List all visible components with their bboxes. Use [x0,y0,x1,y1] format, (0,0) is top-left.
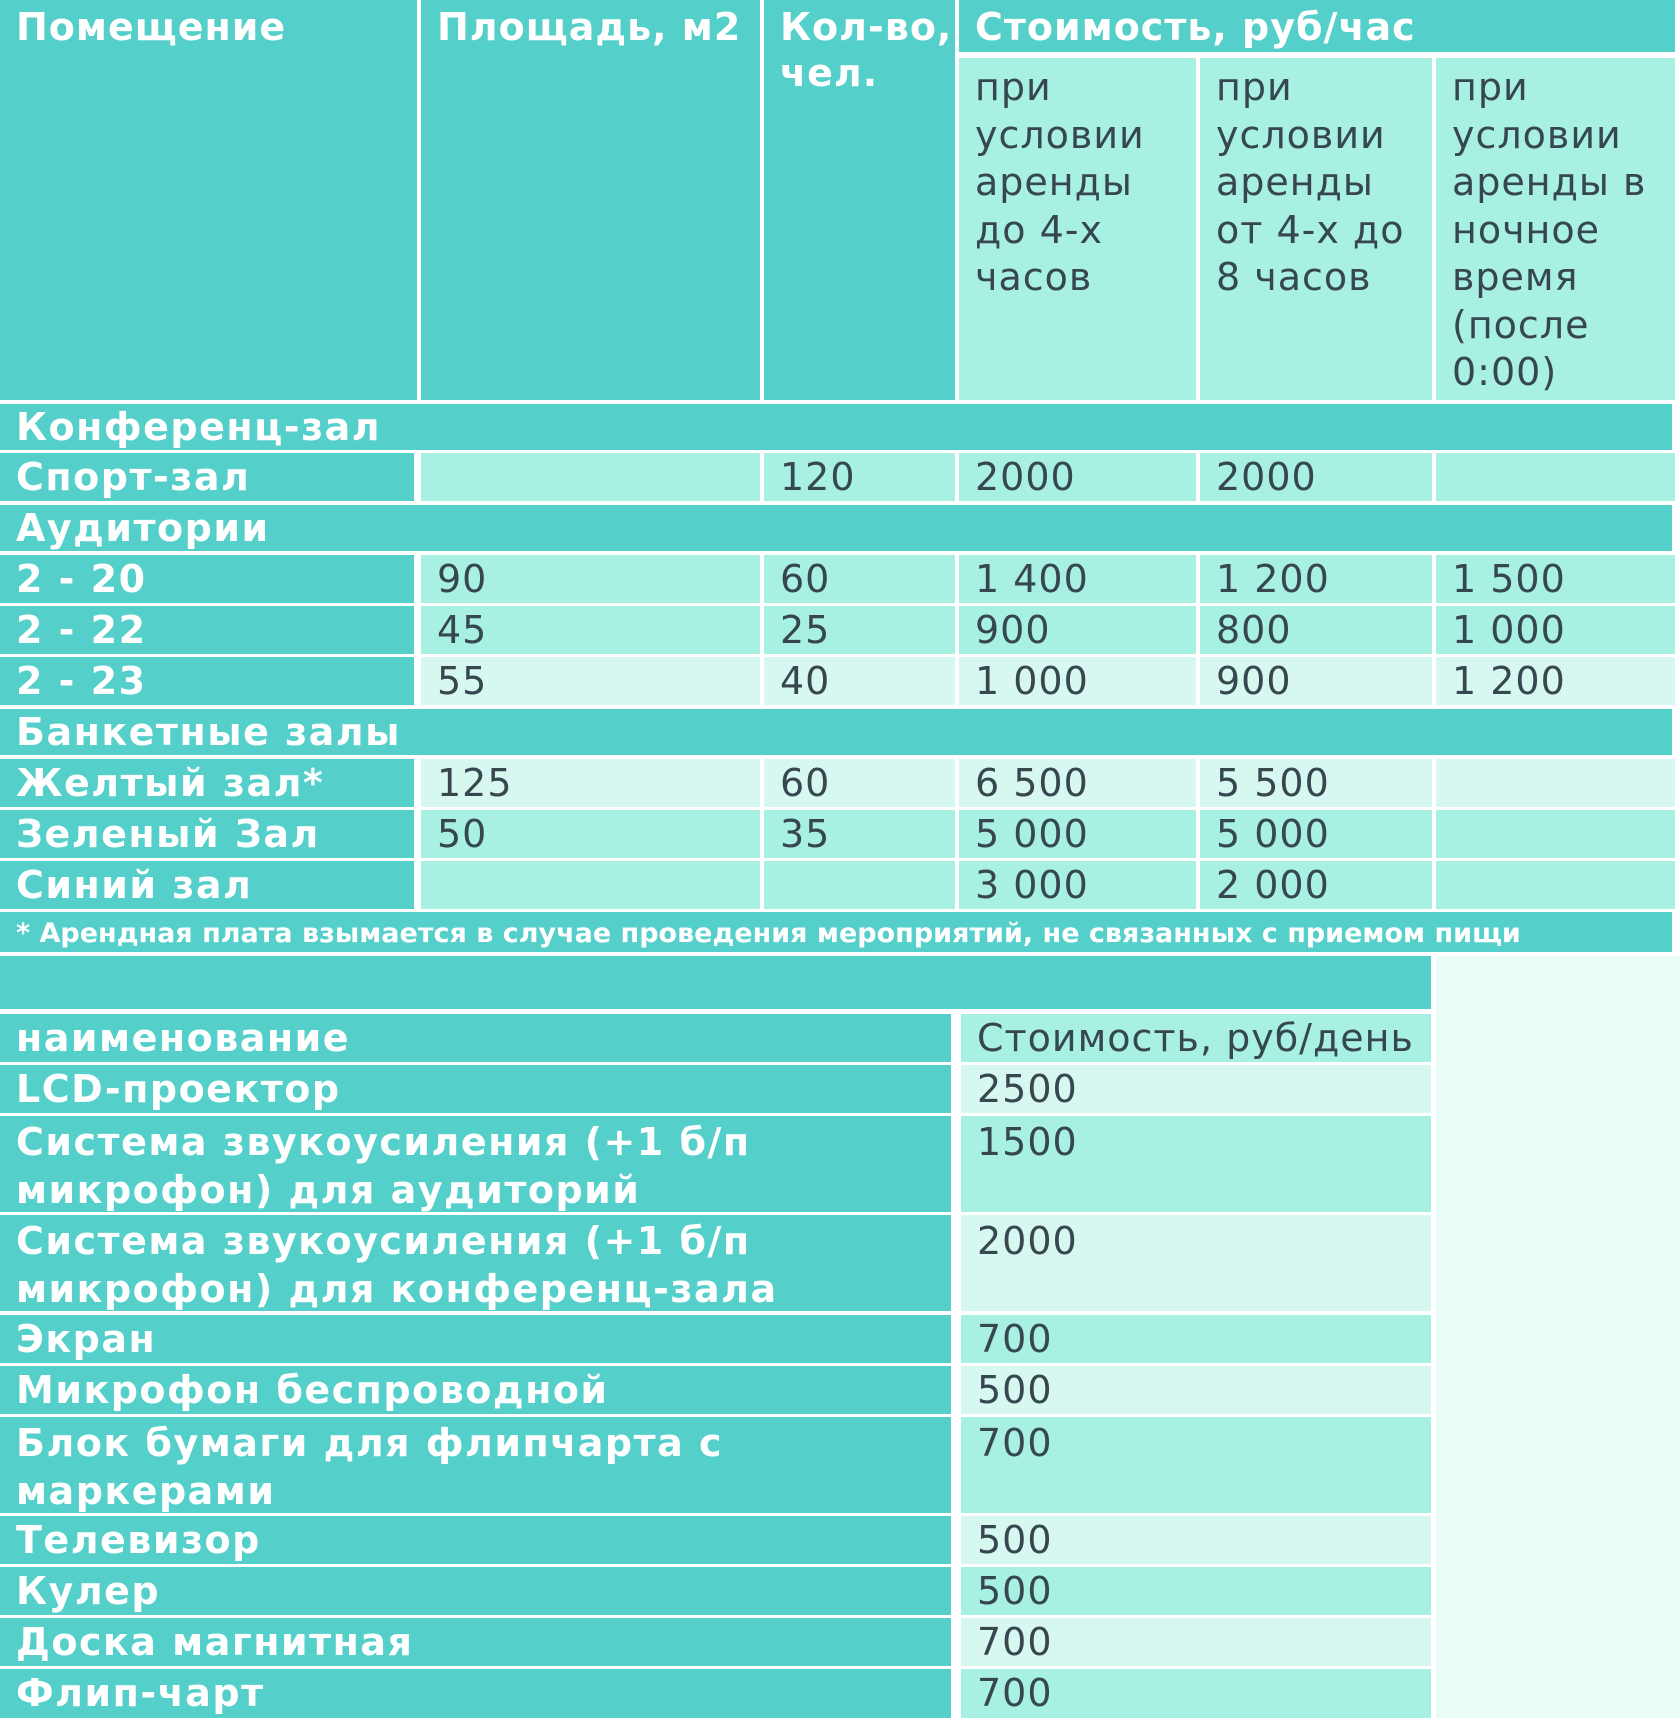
room-cost-night [1436,453,1675,501]
equipment-cost: 700 [961,1417,1431,1513]
equipment-name: Система звукоусиления (+1 б/п микрофон) для конференц-зала [0,1215,951,1311]
section-banquet: Банкетные залы [0,709,1672,755]
room-cost-4-to-8h: 2 000 [1200,861,1432,909]
header-room: Помещение [0,0,417,400]
header-cost: Стоимость, руб/час [959,0,1675,52]
room-cost-night: 1 200 [1436,657,1675,705]
equipment-name: Блок бумаги для флипчарта с маркерами [0,1417,951,1513]
room-cost-up-to-4h: 6 500 [959,759,1196,807]
room-capacity [764,861,955,909]
room-name: 2 - 22 [0,606,414,654]
equipment-name: Телевизор [0,1516,951,1564]
room-cost-night: 1 500 [1436,555,1675,603]
equipment-name: Экран [0,1315,951,1363]
footnote: * Арендная плата взымается в случае проведения мероприятий, не связанных с приемом пищи [0,912,1672,952]
side-panel [1436,956,1680,1718]
room-capacity: 40 [764,657,955,705]
room-area: 55 [421,657,760,705]
room-cost-4-to-8h: 5 500 [1200,759,1432,807]
equipment-name: Флип-чарт [0,1669,951,1718]
equipment-name: Кулер [0,1567,951,1615]
room-cost-4-to-8h: 5 000 [1200,810,1432,858]
room-area: 45 [421,606,760,654]
equipment-name: Доска магнитная [0,1618,951,1666]
room-capacity: 25 [764,606,955,654]
equipment-cost: 700 [961,1618,1431,1666]
equipment-cost: 2500 [961,1065,1431,1113]
room-cost-up-to-4h: 3 000 [959,861,1196,909]
room-area: 50 [421,810,760,858]
equipment-name: Микрофон беспроводной [0,1366,951,1414]
equipment-name: LCD-проектор [0,1065,951,1113]
equipment-cost: 700 [961,1315,1431,1363]
header-cost-4-to-8h: при условии аренды от 4-х до 8 часов [1200,58,1432,400]
room-cost-up-to-4h: 1 000 [959,657,1196,705]
equipment-name: Система звукоусиления (+1 б/п микрофон) для аудиторий [0,1116,951,1212]
header-area: Площадь, м2 [421,0,760,400]
equipment-cost: 1500 [961,1116,1431,1212]
section-conference: Конференц-зал [0,404,1672,450]
room-area: 125 [421,759,760,807]
room-name: Желтый зал* [0,759,414,807]
equipment-cost: 500 [961,1567,1431,1615]
room-cost-night [1436,759,1675,807]
room-name: Синий зал [0,861,414,909]
room-cost-night [1436,810,1675,858]
equipment-cost: 500 [961,1516,1431,1564]
header-cost-night: при условии аренды в ночное время (после 0:00) [1436,58,1675,400]
section-auditoriums: Аудитории [0,505,1672,551]
header-cost-up-to-4h: при условии аренды до 4-х часов [959,58,1196,400]
room-name: Зеленый Зал [0,810,414,858]
equipment-header-name: наименование [0,1014,951,1062]
equipment-header-cost: Стоимость, руб/день [961,1014,1431,1062]
room-name: 2 - 20 [0,555,414,603]
room-cost-4-to-8h: 1 200 [1200,555,1432,603]
room-capacity: 60 [764,555,955,603]
room-cost-up-to-4h: 2000 [959,453,1196,501]
room-cost-up-to-4h: 1 400 [959,555,1196,603]
room-capacity: 60 [764,759,955,807]
room-cost-4-to-8h: 900 [1200,657,1432,705]
room-cost-4-to-8h: 800 [1200,606,1432,654]
room-cost-up-to-4h: 900 [959,606,1196,654]
room-name: Спорт-зал [0,453,414,501]
room-name: 2 - 23 [0,657,414,705]
room-capacity: 120 [764,453,955,501]
room-cost-night [1436,861,1675,909]
room-area [421,453,760,501]
equipment-cost: 700 [961,1669,1431,1718]
room-area: 90 [421,555,760,603]
equipment-cost: 500 [961,1366,1431,1414]
equipment-cost: 2000 [961,1215,1431,1311]
spacer-row [0,956,1431,1009]
room-cost-night: 1 000 [1436,606,1675,654]
header-capacity: Кол-во, чел. [764,0,955,400]
room-capacity: 35 [764,810,955,858]
room-cost-up-to-4h: 5 000 [959,810,1196,858]
room-cost-4-to-8h: 2000 [1200,453,1432,501]
room-area [421,861,760,909]
